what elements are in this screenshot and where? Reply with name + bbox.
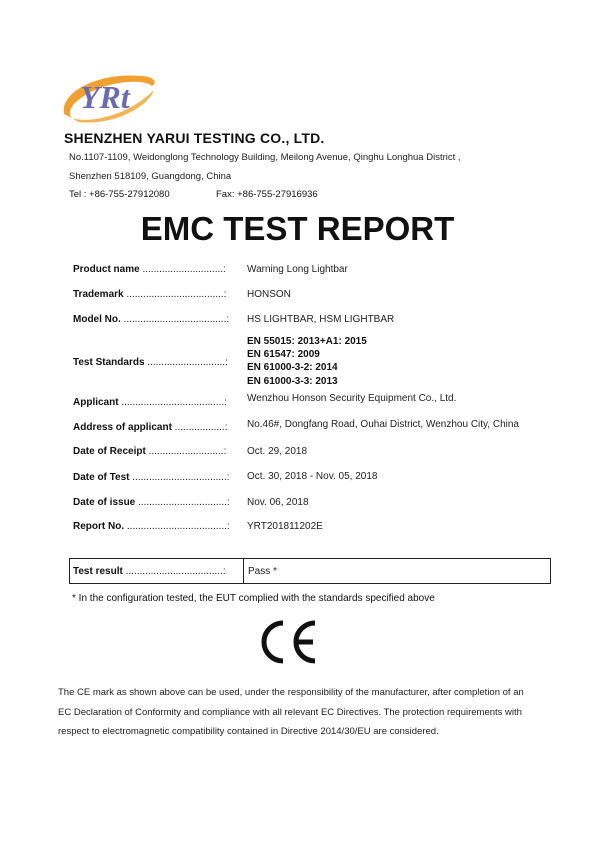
date-of-receipt-label: Date of Receipt ...........................:	[73, 446, 227, 457]
test-standards-label: Test Standards ............................:	[73, 357, 228, 368]
ce-mark-icon	[257, 619, 321, 665]
report-title: EMC TEST REPORT	[140, 210, 455, 247]
applicant-address-label: Address of applicant ..................:	[73, 422, 228, 433]
ce-statement-line: EC Declaration of Conformity and compliance with all relevant EC Directives. The protection requirements with	[58, 707, 522, 718]
test-standard-item: EN 61547: 2009	[247, 349, 320, 360]
company-address-line-1: No.1107-1109, Weidonglong Technology Building, Meilong Avenue, Qinghu Longhua District ,	[69, 152, 461, 163]
company-name: SHENZHEN YARUI TESTING CO., LTD.	[64, 130, 325, 146]
trademark-label: Trademark ...................................:	[73, 289, 227, 300]
test-result-divider	[243, 558, 244, 584]
logo-text: YRt	[80, 79, 130, 115]
company-fax: Fax: +86-755-27916936	[216, 189, 318, 200]
applicant-label: Applicant .....................................:	[73, 397, 227, 408]
ce-statement-line: respect to electromagnetic compatibility contained in Directive 2014/30/EU are considered.	[58, 726, 439, 737]
date-of-test-label: Date of Test ..................................:	[73, 472, 230, 483]
product-name-label: Product name .............................:	[73, 264, 226, 275]
test-result-value: Pass *	[248, 566, 277, 577]
test-standard-item: EN 61000-3-3: 2013	[247, 376, 338, 387]
model-no-value: HS LIGHTBAR, HSM LIGHTBAR	[247, 314, 395, 325]
product-name-value: Warning Long Lightbar	[247, 264, 348, 275]
company-address-line-2: Shenzhen 518109, Guangdong, China	[69, 171, 232, 182]
report-no-value: YRT201811202E	[247, 521, 323, 532]
trademark-value: HONSON	[247, 289, 291, 300]
applicant-value: Wenzhou Honson Security Equipment Co., Ltd.	[247, 393, 457, 404]
report-no-label: Report No. ....................................:	[73, 521, 230, 532]
test-standard-item: EN 55015: 2013+A1: 2015	[247, 336, 367, 347]
ce-statement-line: The CE mark as shown above can be used, under the responsibility of the manufacturer, after completion of an	[58, 687, 524, 698]
date-of-receipt-value: Oct. 29, 2018	[247, 446, 308, 457]
model-no-label: Model No. .....................................:	[73, 314, 230, 325]
applicant-address-value: No.46#, Dongfang Road, Ouhai District, Wenzhou City, China	[247, 419, 519, 430]
date-of-issue-value: Nov. 06, 2018	[247, 497, 309, 508]
test-standard-item: EN 61000-3-2: 2014	[247, 362, 338, 373]
company-telephone: Tel : +86-755-27912080	[69, 189, 170, 200]
compliance-footnote: * In the configuration tested, the EUT complied with the standards specified above	[72, 593, 435, 604]
svg-text:CE: CE	[257, 619, 259, 620]
test-result-label: Test result ...................................:	[73, 566, 226, 577]
date-of-test-value: Oct. 30, 2018 - Nov. 05, 2018	[247, 471, 378, 482]
company-logo	[58, 64, 162, 128]
date-of-issue-label: Date of issue ................................:	[73, 497, 230, 508]
